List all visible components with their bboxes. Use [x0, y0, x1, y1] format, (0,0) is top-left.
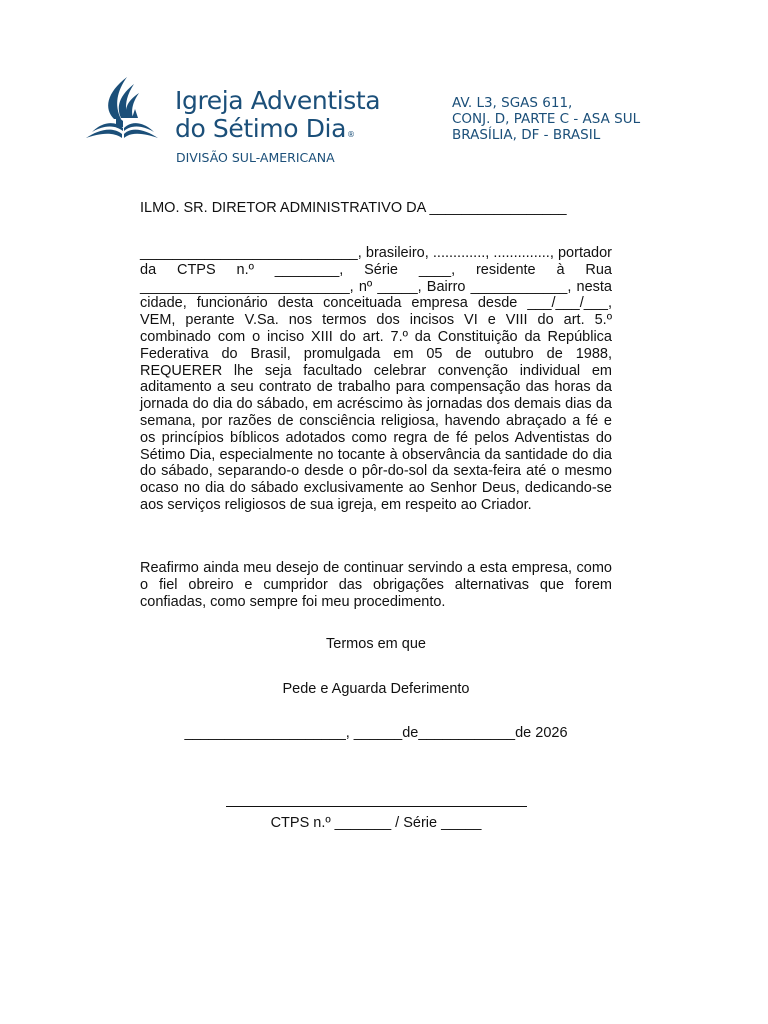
registered-mark: ® — [347, 130, 355, 139]
address-line: BRASÍLIA, DF - BRASIL — [452, 127, 601, 143]
addressee-text: ILMO. SR. DIRETOR ADMINISTRATIVO DA _________________ — [140, 200, 567, 216]
brand-name-line2: do Sétimo Dia® — [175, 114, 355, 143]
letterhead — [0, 0, 768, 190]
letter-reaffirmation — [140, 560, 612, 610]
closing-terms: Termos em que — [326, 636, 426, 652]
adventist-flame-bible-logo-icon — [86, 76, 160, 142]
ctps-line: CTPS n.º _______ / Série _____ — [270, 815, 482, 831]
signature-line — [226, 806, 527, 807]
letter-addressee — [140, 200, 612, 217]
address-line: AV. L3, SGAS 611, — [452, 95, 573, 111]
letter-body — [140, 245, 612, 514]
address-line: CONJ. D, PARTE C - ASA SUL — [452, 111, 641, 127]
brand-division: DIVISÃO SUL-AMERICANA — [176, 150, 335, 165]
header-address — [452, 95, 640, 143]
date-line: ____________________, ______de____________de 2026 — [184, 725, 568, 741]
reaffirmation-paragraph: Reafirmo ainda meu desejo de continuar servindo a esta empresa, como o fiel obreiro e cumpridor das obrigações alternativas que forem confiadas, como sempre foi meu procedimento. — [140, 560, 612, 610]
request-paragraph: ___________________________, brasileiro, ............., .............., portador da CTPS n.º ________, Série ____, residente à Rua __________________________, nº _____, Bairro ____________, nesta cidade, funcionário desta conceituada empresa desde ___/___/___, VEM, perante V.Sa. nos termos dos incisos VI e VIII do art. 5.º combinado com o inciso XIII do art. 7.º da Constituição da República Federativa do Brasil, promulgada em 05 de outubro de 1988, REQUERER lhe seja facultado celebrar convenção individual em aditamento a seu contrato de trabalho para compensação das horas da jornada do dia do sábado, em acréscimo às jornadas dos demais dias da semana, por razões de consciência religiosa, havendo abraçado a fé e os princípios bíblicos adotados como regra de fé pelos Adventistas do Sétimo Dia, especialmente no tocante à observância da santidade do dia do sábado, separando-o desde o pôr-do-sol da sexta-feira até o mesmo ocaso no dia do sábado exclusivamente ao Senhor Deus, dedicando-se aos serviços religiosos de sua igreja, em respeito ao Criador. — [140, 245, 612, 513]
brand-name-line1: Igreja Adventista — [175, 86, 381, 115]
closing-request: Pede e Aguarda Deferimento — [282, 681, 470, 697]
